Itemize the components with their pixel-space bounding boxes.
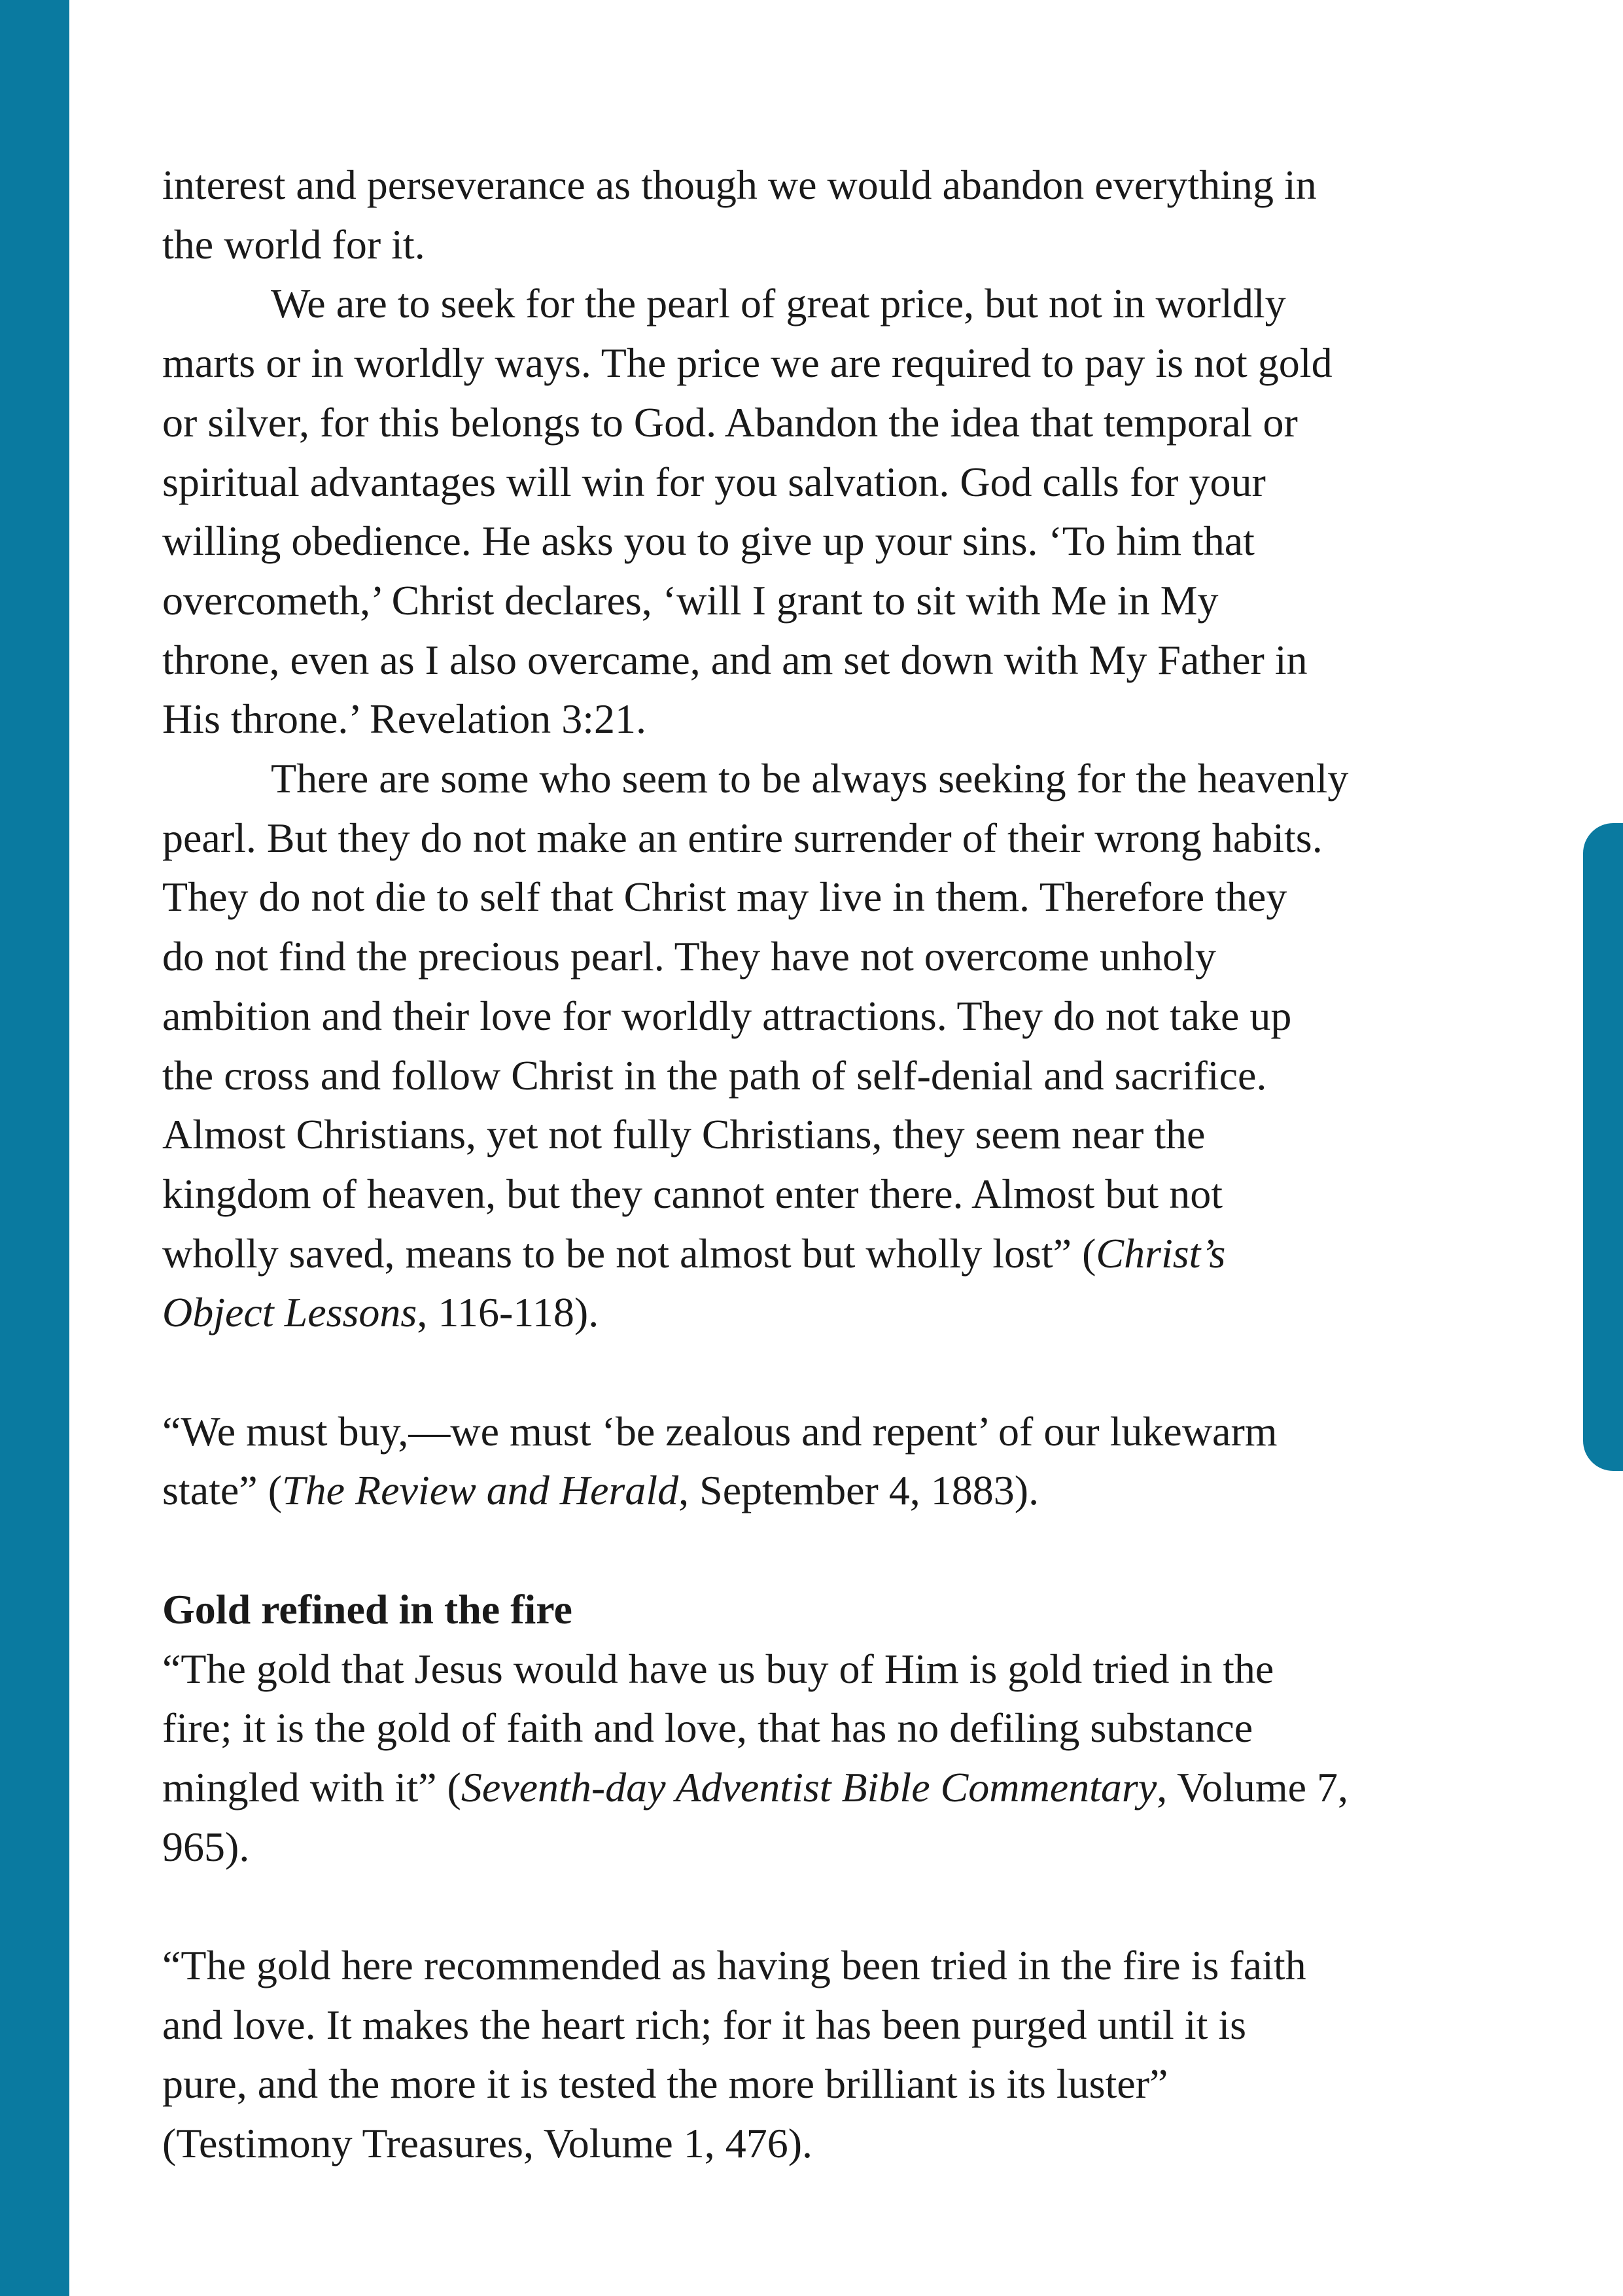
text-run: , 116-118). [417,1289,599,1336]
text-line [162,1758,1497,1818]
paragraph-continuation [162,156,1497,274]
text-line [162,1461,1497,1521]
text-line: “The gold that Jesus would have us buy of Him is gold tried in the [162,1645,1274,1692]
citation-title: Object Lessons [162,1289,417,1336]
citation-title: Seventh-day Adventist Bible Commentary [461,1763,1157,1810]
text-line: They do not die to self that Christ may live in them. Therefore they [162,874,1287,921]
text-line: fire; it is the gold of faith and love, that has no defiling substance [162,1704,1253,1752]
quote-gold-recommended [162,1936,1497,2174]
text-line: We are to seek for the pearl of great price, but not in worldly [271,280,1286,327]
text-line: marts or in worldly ways. The price we are required to pay is not gold [162,340,1333,387]
page-body [162,156,1497,2174]
left-color-bar [0,0,69,2296]
text-line: There are some who seem to be always seeking for the heavenly [271,755,1349,802]
text-line: do not find the precious pearl. They have not overcome unholy [162,933,1216,980]
text-line: pure, and the more it is tested the more brilliant is its luster” [162,2060,1168,2108]
text-line: throne, even as I also overcame, and am set down with My Father in [162,636,1308,683]
text-line [162,1224,1497,1284]
text-line: His throne.’ Revelation 3:21. [162,696,646,743]
text-line: the cross and follow Christ in the path of self-denial and sacrifice. [162,1051,1267,1099]
citation-title: The Review and Herald [282,1467,679,1514]
text-line: overcometh,’ Christ declares, ‘will I grant to sit with Me in My [162,576,1219,624]
text-run: , Volume 7, [1157,1763,1348,1810]
text-line: the world for it. [162,221,425,268]
text-line: willing obedience. He asks you to give up your sins. ‘To him that [162,518,1255,565]
text-run: state” ( [162,1467,282,1514]
quote-gold-tried [162,1640,1497,1877]
text-line: 965). [162,1823,250,1870]
text-line: kingdom of heaven, but they cannot enter there. Almost but not [162,1170,1223,1217]
text-line: “The gold here recommended as having been tried in the fire is faith [162,1942,1306,1989]
citation-title: Christ’s [1096,1229,1226,1277]
text-line: Almost Christians, yet not fully Christians, they seem near the [162,1111,1206,1158]
text-line [162,1283,1497,1343]
paragraph-seeking [162,749,1497,1343]
text-line: pearl. But they do not make an entire surrender of their wrong habits. [162,814,1323,861]
text-line: (Testimony Treasures, Volume 1, 476). [162,2120,813,2167]
text-line: or silver, for this belongs to God. Abandon the idea that temporal or [162,398,1298,446]
text-run: wholly saved, means to be not almost but wholly lost” ( [162,1229,1096,1277]
paragraph-buy [162,1402,1497,1521]
paragraph-pearl [162,274,1497,749]
text-run: mingled with it” ( [162,1763,461,1810]
text-run: , September 4, 1883). [678,1467,1039,1514]
section-heading: Gold refined in the fire [162,1585,572,1633]
text-line: “We must buy,—we must ‘be zealous and repent’ of our lukewarm [162,1407,1278,1455]
text-line: spiritual advantages will win for you salvation. God calls for your [162,458,1266,505]
text-line: and love. It makes the heart rich; for it has been purged until it is [162,2001,1247,2048]
chapter-tab [1583,823,1623,1471]
text-line: ambition and their love for worldly attractions. They do not take up [162,992,1292,1039]
text-line: interest and perseverance as though we would abandon everything in [162,162,1317,208]
